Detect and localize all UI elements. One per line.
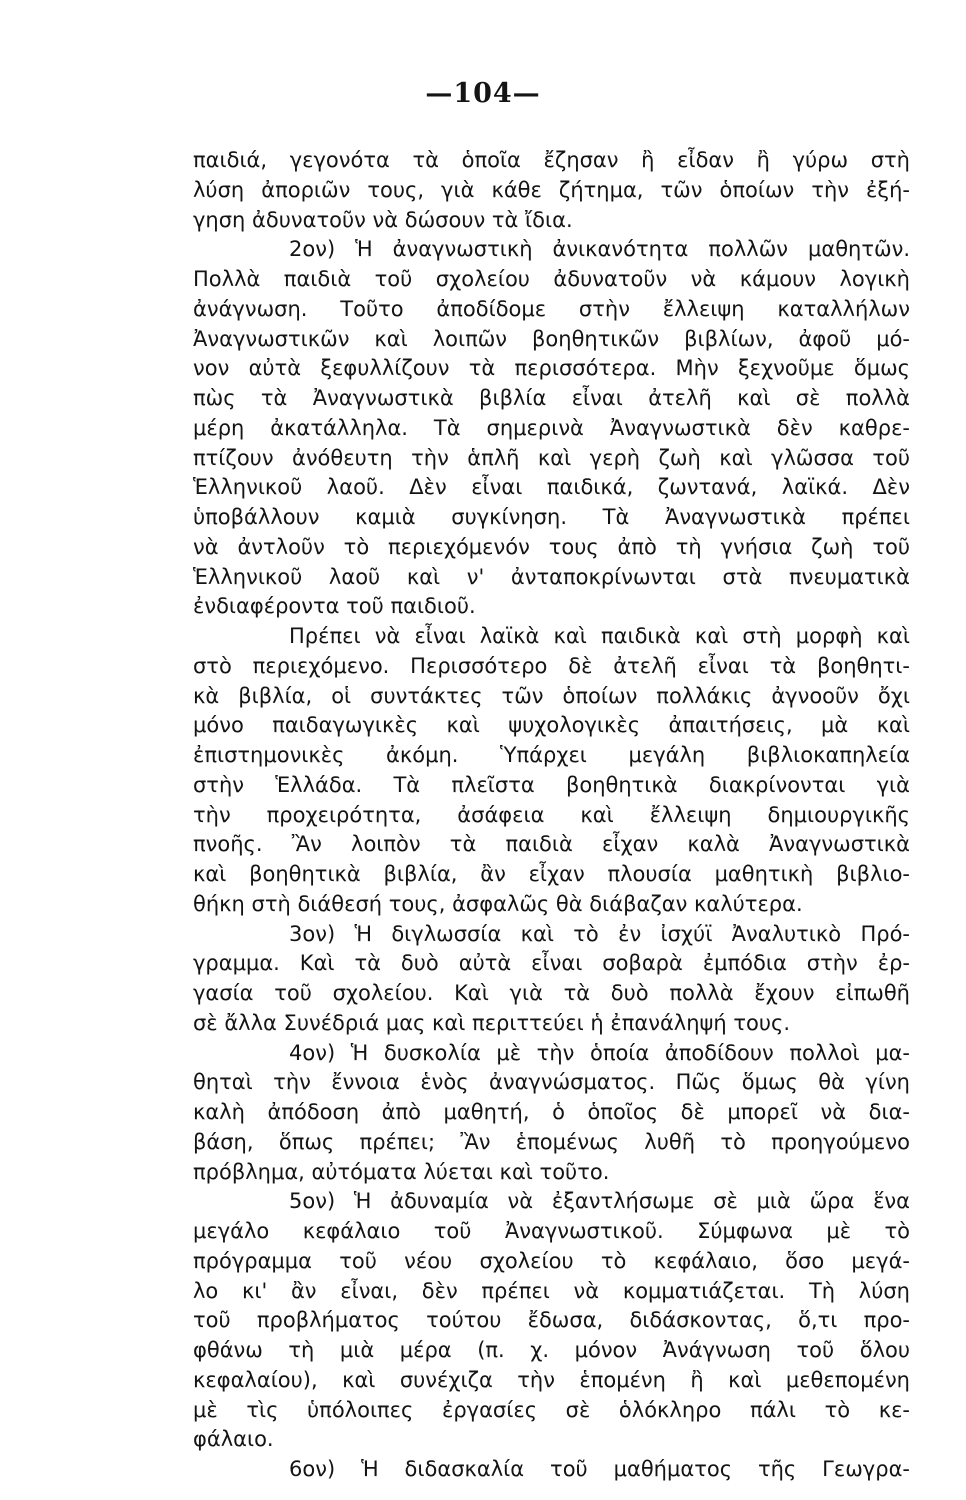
text-line: 6ον) Ἡ διδασκαλία τοῦ μαθήματος τῆς Γεωγρα- — [289, 1457, 910, 1481]
text-line: πρόγραμμα τοῦ νέου σχολείου τὸ κεφάλαιο, ὅσο μεγά- — [193, 1248, 910, 1273]
text-line: νον αὐτὰ ξεφυλλίζουν τὰ περισσότερα. Μὴν ξεχνοῦμε ὅμως — [193, 356, 910, 381]
text-line: μὲ τὶς ὑπόλοιπες ἐργασίες σὲ ὁλόκληρο πάλι τὸ κε- — [193, 1397, 910, 1422]
text-line: τὴν προχειρότητα, ἀσάφεια καὶ ἔλλειψη δημιουργικῆς — [193, 802, 910, 827]
text-line: Ἑλληνικοῦ λαοῦ. Δὲν εἶναι παιδικά, ζωντανά, λαϊκά. Δὲν — [193, 475, 910, 500]
text-line: γραμμα. Καὶ τὰ δυὸ αὐτὰ εἶναι σοβαρὰ ἐμπόδια στὴν ἐρ- — [193, 951, 910, 976]
text-line: κὰ βιβλία, οἱ συντάκτες τῶν ὁποίων πολλάκις ἀγνοοῦν ὄχι — [193, 683, 910, 708]
text-line: φάλαιο. — [193, 1427, 274, 1452]
text-line: τοῦ προβλήματος τούτου ἔδωσα, διδάσκοντας, ὅ,τι προ- — [193, 1308, 910, 1333]
text-line: ἀνάγνωση. Τοῦτο ἀποδίδομε στὴν ἔλλειψη καταλλήλων — [193, 296, 910, 321]
text-line: 2ον) Ἡ ἀναγνωστικὴ ἀνικανότητα πολλῶν μαθητῶν. — [289, 237, 910, 262]
text-line: νὰ ἀντλοῦν τὸ περιεχόμενόν τους ἀπὸ τὴ γνήσια ζωὴ τοῦ — [193, 534, 910, 559]
text-line: καὶ βοηθητικὰ βιβλία, ἂν εἶχαν πλουσία μαθητικὴ βιβλιο- — [193, 862, 910, 886]
text-line: πνοῆς. Ἂν λοιπὸν τὰ παιδιὰ εἶχαν καλὰ Ἀναγνωστικὰ — [193, 832, 910, 857]
text-line: βάση, ὅπως πρέπει; Ἂν ἑπομένως λυθῆ τὸ προηγούμενο — [193, 1129, 910, 1154]
text-line: Πρέπει νὰ εἶναι λαϊκὰ καὶ παιδικὰ καὶ στὴ μορφὴ καὶ — [289, 624, 910, 648]
text-line: ἐνδιαφέροντα τοῦ παιδιοῦ. — [193, 594, 476, 619]
text-line: γηση ἀδυνατοῦν νὰ δώσουν τὰ ἴδια. — [193, 207, 573, 232]
text-line: πρόβλημα, αὐτόματα λύεται καὶ τοῦτο. — [193, 1159, 610, 1184]
text-line: ἐπιστημονικὲς ἀκόμη. Ὑπάρχει μεγάλη βιβλιοκαπηλεία — [193, 743, 910, 767]
text-line: λο κι' ἂν εἶναι, δὲν πρέπει νὰ κομματιάζεται. Τὴ λύση — [193, 1278, 910, 1303]
text-line: ὑποβάλλουν καμιὰ συγκίνηση. Τὰ Ἀναγνωστικὰ πρέπει — [193, 505, 910, 529]
text-line: στὴν Ἑλλάδα. Τὰ πλεῖστα βοηθητικὰ διακρίνονται γιὰ — [193, 772, 910, 797]
text-line: μόνο παιδαγωγικὲς καὶ ψυχολογικὲς ἀπαιτήσεις, μὰ καὶ — [193, 713, 910, 738]
text-line: καλὴ ἀπόδοση ἀπὸ μαθητή, ὁ ὁποῖος δὲ μπορεῖ νὰ δια- — [193, 1100, 910, 1124]
text-line: πὼς τὰ Ἀναγνωστικὰ βιβλία εἶναι ἀτελῆ καὶ σὲ πολλὰ — [193, 386, 910, 410]
page-number: —104— — [425, 78, 541, 109]
text-line: λύση ἀποριῶν τους, γιὰ κάθε ζήτημα, τῶν ὁποίων τὴν ἐξή- — [193, 177, 910, 202]
text-line: Ἀναγνωστικῶν καὶ λοιπῶν βοηθητικῶν βιβλίων, ἀφοῦ μό- — [193, 326, 910, 351]
text-line: γασία τοῦ σχολείου. Καὶ γιὰ τὰ δυὸ πολλὰ ἔχουν εἰπωθῆ — [193, 981, 910, 1005]
text-line: στὸ περιεχόμενο. Περισσότερο δὲ ἀτελῆ εἶναι τὰ βοηθητι- — [193, 653, 910, 678]
text-line: πτίζουν ἀνόθευτη τὴν ἁπλῆ καὶ γερὴ ζωὴ καὶ γλῶσσα τοῦ — [193, 445, 910, 470]
text-line: 4ον) Ἡ δυσκολία μὲ τὴν ὁποία ἀποδίδουν πολλοὶ μα- — [289, 1040, 910, 1065]
text-line: μέρη ἀκατάλληλα. Τὰ σημερινὰ Ἀναγνωστικὰ δὲν καθρε- — [193, 415, 910, 440]
text-line: φθάνω τὴ μιὰ μέρα (π. χ. μόνον Ἀνάγνωση τοῦ ὅλου — [193, 1338, 910, 1362]
text-line: Πολλὰ παιδιὰ τοῦ σχολείου ἀδυνατοῦν νὰ κάμουν λογικὴ — [193, 267, 910, 291]
text-line: σὲ ἄλλα Συνέδριά μας καὶ περιττεύει ἡ ἐπανάληψή τους. — [193, 1010, 791, 1035]
text-line: 3ον) Ἡ διγλωσσία καὶ τὸ ἐν ἰσχύϊ Ἀναλυτικὸ Πρό- — [289, 921, 910, 946]
text-line: Ἑλληνικοῦ λαοῦ καὶ ν' ἀνταποκρίνωνται στὰ πνευματικὰ — [193, 564, 910, 589]
text-line: θηταὶ τὴν ἔννοια ἑνὸς ἀναγνώσματος. Πῶς ὅμως θὰ γίνη — [193, 1070, 910, 1095]
text-line: κεφαλαίου), καὶ συνέχιζα τὴν ἑπομένη ἢ καὶ μεθεπομένη — [193, 1367, 910, 1392]
text-line: μεγάλο κεφάλαιο τοῦ Ἀναγνωστικοῦ. Σύμφωνα μὲ τὸ — [193, 1219, 910, 1243]
text-line: θήκη στὴ διάθεσή τους, ἀσφαλῶς θὰ διάβαζαν καλύτερα. — [193, 891, 803, 916]
body-text — [193, 146, 910, 1485]
text-line: παιδιά, γεγονότα τὰ ὁποῖα ἔζησαν ἢ εἶδαν ἢ γύρω στὴ — [193, 148, 910, 172]
text-line: 5ον) Ἡ ἀδυναμία νὰ ἐξαντλήσωμε σὲ μιὰ ὥρα ἕνα — [289, 1189, 910, 1214]
